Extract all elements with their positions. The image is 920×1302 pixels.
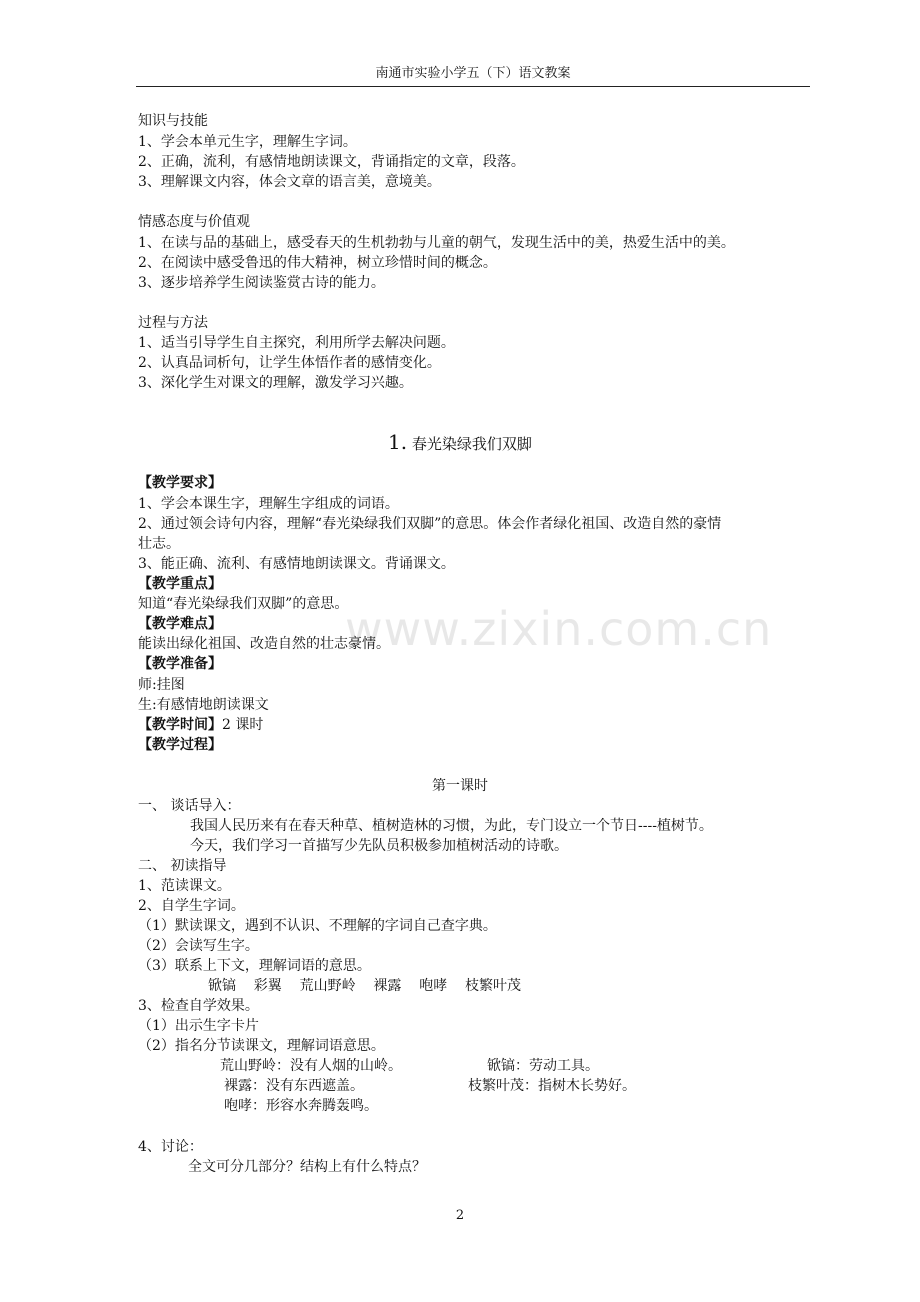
list-item: （2）会读写生字。: [138, 938, 259, 954]
section-heading: 二、 初读指导: [138, 858, 227, 874]
list-item: 1、范读课文。: [138, 878, 231, 894]
goal-item: 3、理解课文内容，体会文章的语言美，意境美。: [138, 174, 441, 190]
lesson-title-text: 春光染绿我们双脚: [411, 435, 532, 453]
list-item: （1）默读课文，遇到不认识、不理解的字词自己查字典。: [138, 918, 497, 934]
requirement-item: 2、通过领会诗句内容，理解“春光染绿我们双脚”的意思。体会作者绿化祖国、改造自然的豪情: [138, 516, 722, 532]
time-label: 【教学时间】: [138, 717, 222, 733]
difficulty-label: 【教学难点】: [138, 616, 222, 632]
list-item: 3、检查自学效果。: [138, 998, 259, 1014]
goal-item: 2、认真品词析句，让学生体悟作者的感情变化。: [138, 355, 441, 371]
focus-text: 知道“春光染绿我们双脚”的意思。: [138, 596, 349, 612]
process-label: 【教学过程】: [138, 737, 222, 753]
list-item: 2、自学生字词。: [138, 898, 245, 914]
focus-label: 【教学重点】: [138, 576, 222, 592]
goal-item: 2、在阅读中感受鲁迅的伟大精神，树立珍惜时间的概念。: [138, 255, 497, 271]
prep-label: 【教学准备】: [138, 656, 222, 672]
question: 全文可分几部分？结构上有什么特点？: [188, 1159, 426, 1175]
goal-item: 1、在读与品的基础上，感受春天的生机勃勃与儿童的朝气，发现生活中的美，热爱生活中的美。: [138, 235, 735, 251]
prep-item: 师:挂图: [138, 677, 185, 693]
list-item: （3）联系上下文，理解词语的意思。: [138, 958, 371, 974]
paragraph: 今天，我们学习一首描写少先队员积极参加植树活动的诗歌。: [190, 838, 568, 854]
requirements-label: 【教学要求】: [138, 475, 222, 491]
goal-heading-knowledge: 知识与技能: [138, 113, 208, 129]
requirement-item: 3、能正确、流利、有感情地朗读课文。背诵课文。: [138, 556, 455, 572]
time-line: [138, 715, 263, 735]
prep-item: 生:有感情地朗读课文: [138, 697, 269, 713]
goal-item: 3、深化学生对课文的理解，激发学习兴趣。: [138, 375, 413, 391]
section-heading: 一、 谈话导入：: [138, 798, 241, 814]
requirement-item: 1、学会本课生字，理解生字组成的词语。: [138, 496, 399, 512]
definition: 荒山野岭：没有人烟的山岭。: [220, 1058, 402, 1074]
goal-item: 2、正确，流利，有感情地朗读课文，背诵指定的文章，段落。: [138, 154, 525, 170]
page-number: 2: [455, 1208, 465, 1223]
page-header: [136, 64, 810, 87]
list-item: （1）出示生字卡片: [138, 1018, 259, 1034]
goal-item: 1、学会本单元生字，理解生字词。: [138, 134, 357, 150]
vocab-words: 锨镐 彩翼 荒山野岭 裸露 咆哮 枝繁叶茂: [208, 978, 522, 994]
goal-heading-attitude: 情感态度与价值观: [138, 214, 250, 230]
definition: 裸露：没有东西遮盖。: [224, 1078, 364, 1094]
requirement-item: 壮志。: [138, 536, 180, 552]
definition: 枝繁叶茂：指树木长势好。: [468, 1078, 636, 1094]
paragraph: 我国人民历来有在春天种草、植树造林的习惯，为此，专门设立一个节日----植树节。: [190, 818, 713, 834]
goal-item: 1、适当引导学生自主探究，利用所学去解决问题。: [138, 335, 455, 351]
goal-heading-process: 过程与方法: [138, 315, 208, 331]
time-value: 2 课时: [222, 717, 264, 733]
list-item: （2）指名分节读课文，理解词语意思。: [138, 1038, 385, 1054]
header-title: 南通市实验小学五（下）语文教案: [375, 66, 571, 81]
difficulty-text: 能读出绿化祖国、改造自然的壮志豪情。: [138, 636, 390, 652]
definition: 锨镐：劳动工具。: [487, 1058, 599, 1074]
watermark: www.zixin.com.cn: [345, 602, 773, 656]
first-class-title: 第一课时: [432, 778, 488, 794]
section-heading: 4、讨论：: [138, 1139, 203, 1155]
lesson-title: [0, 430, 920, 456]
goal-item: 3、逐步培养学生阅读鉴赏古诗的能力。: [138, 275, 385, 291]
lesson-number: 1.: [388, 430, 408, 454]
definition: 咆哮：形容水奔腾轰鸣。: [224, 1098, 378, 1114]
